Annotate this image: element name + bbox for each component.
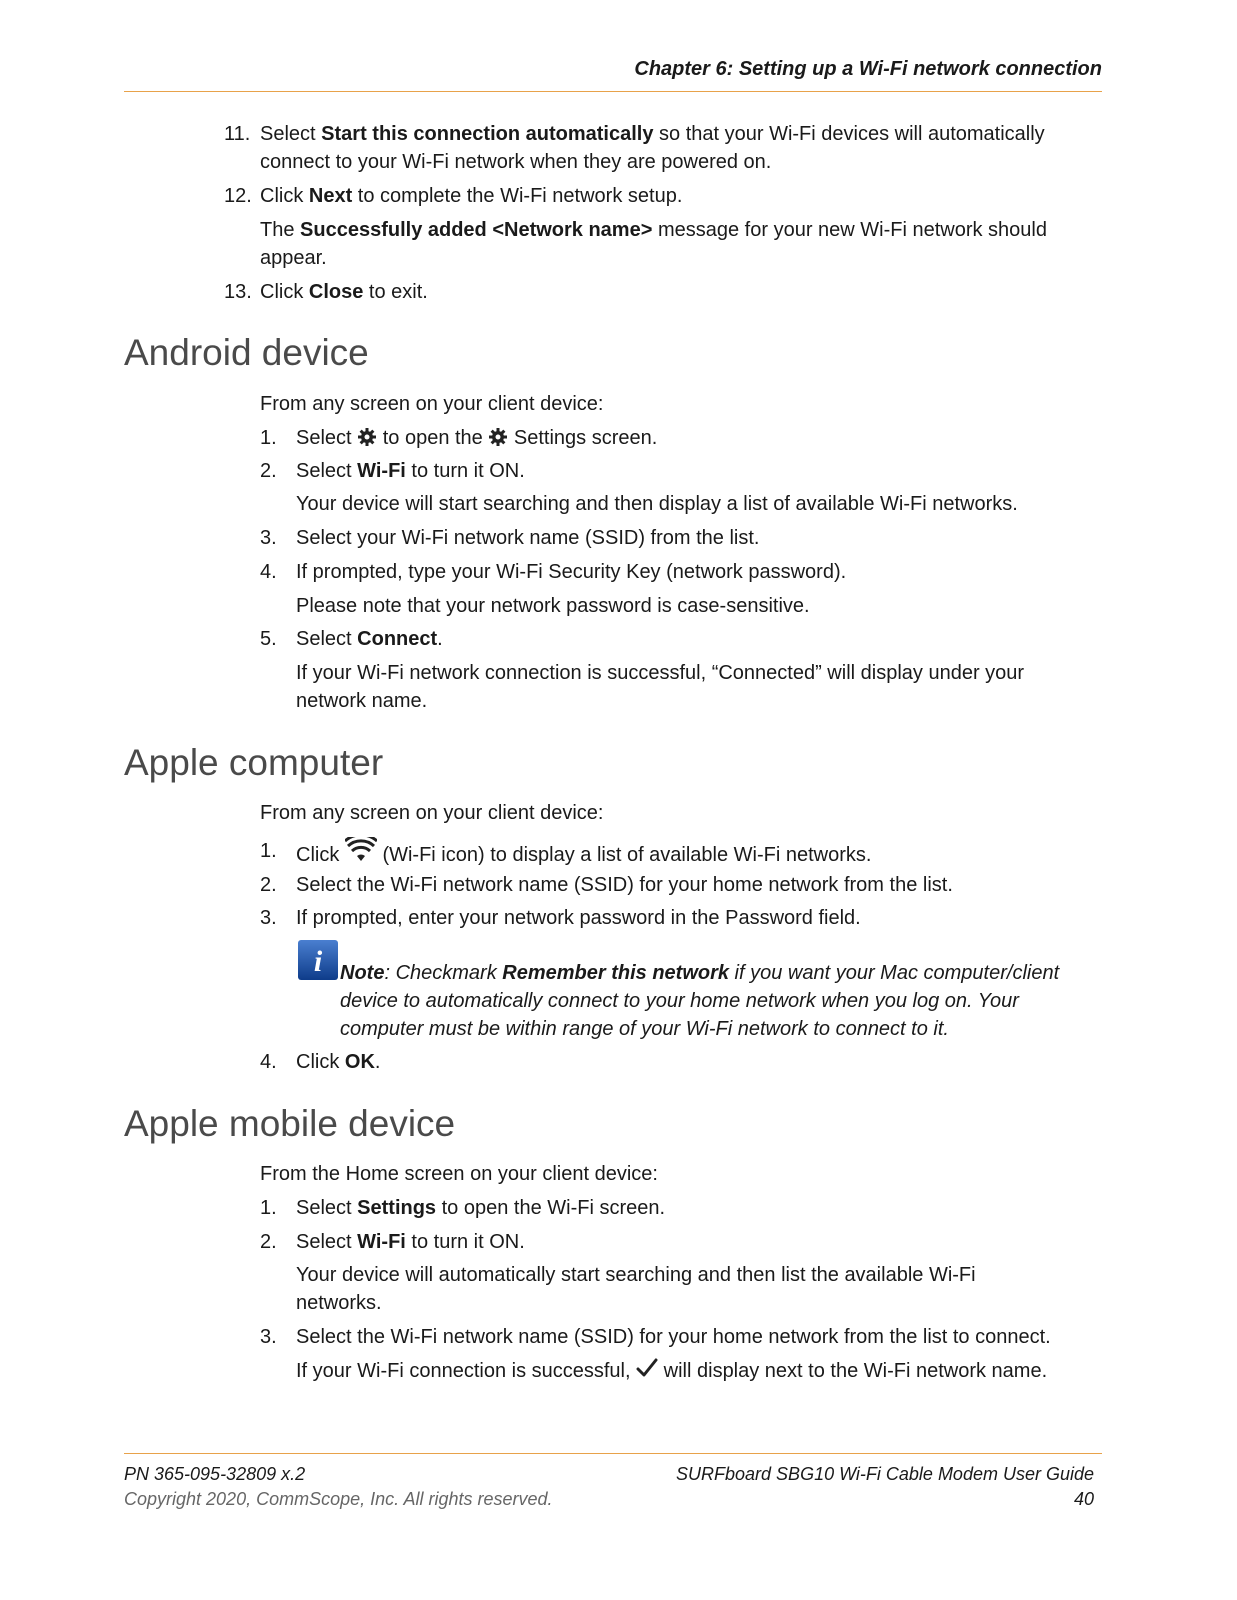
android-intro: From any screen on your client device: (260, 393, 604, 415)
footer-divider (124, 1453, 1102, 1454)
svg-text:i: i (313, 945, 323, 978)
apple-computer-step-4: Click OK. (296, 1051, 381, 1073)
step-number: 4. (260, 1051, 277, 1073)
step-number: 5. (260, 628, 277, 650)
android-step-2-note: Your device will start searching and then display a list of available Wi-Fi networks. (296, 493, 1018, 515)
apple-mobile-intro: From the Home screen on your client device: (260, 1163, 658, 1185)
step-12-note: The Successfully added <Network name> message for your new Wi-Fi network should (260, 219, 1047, 241)
footer-guide-title: SURFboard SBG10 Wi-Fi Cable Modem User Guide (676, 1464, 1094, 1484)
android-step-4: If prompted, type your Wi-Fi Security Key (network password). (296, 561, 847, 583)
step-number: 3. (260, 527, 277, 549)
footer-part-number: PN 365-095-32809 x.2 (124, 1464, 306, 1484)
note-line-3: computer must be within range of your Wi-Fi network to connect to it. (340, 1018, 949, 1040)
step-number: 1. (260, 427, 277, 449)
step-number: 12. (224, 185, 252, 207)
step-11-text: Select Start this connection automatically so that your Wi-Fi devices will automatically (260, 123, 1045, 145)
section-heading-android: Android device (124, 332, 369, 373)
note-line-2: device to automatically connect to your home network when you log on. Your (340, 990, 1019, 1012)
info-icon (298, 940, 338, 980)
step-number: 11. (224, 123, 251, 145)
android-step-1: Select to open the Settings screen. (296, 427, 658, 449)
page-header: Chapter 6: Setting up a Wi-Fi network connection (124, 58, 1102, 92)
step-number: 3. (260, 907, 277, 929)
apple-computer-step-1: Click (Wi-Fi icon) to display a list of available Wi-Fi networks. (296, 837, 871, 869)
step-11-continued: connect to your Wi-Fi network when they are powered on. (260, 151, 772, 173)
apple-mobile-step-2: Select Wi-Fi to turn it ON. (296, 1231, 525, 1253)
step-number: 3. (260, 1326, 277, 1348)
step-number: 2. (260, 1231, 277, 1253)
apple-computer-intro: From any screen on your client device: (260, 802, 604, 824)
note-line-1: Note: Checkmark Remember this network if you want your Mac computer/client (340, 962, 1060, 984)
step-12-text: Click Next to complete the Wi-Fi network setup. (260, 185, 683, 207)
footer-copyright: Copyright 2020, CommScope, Inc. All rights reserved. (124, 1489, 553, 1509)
apple-computer-step-2: Select the Wi-Fi network name (SSID) for your home network from the list. (296, 874, 953, 896)
apple-mobile-step-3-note: If your Wi-Fi connection is successful, will display next to the Wi-Fi network name. (296, 1357, 1047, 1385)
step-number: 4. (260, 561, 277, 583)
step-number: 2. (260, 460, 277, 482)
wifi-icon (345, 837, 377, 863)
android-step-5: Select Connect. (296, 628, 443, 650)
section-heading-apple-computer: Apple computer (124, 742, 384, 783)
step-number: 1. (260, 840, 277, 862)
android-step-2: Select Wi-Fi to turn it ON. (296, 460, 525, 482)
apple-mobile-step-2-note: Your device will automatically start searching and then list the available Wi-Fi (296, 1264, 976, 1286)
android-step-4-note: Please note that your network password is case-sensitive. (296, 595, 810, 617)
step-number: 1. (260, 1197, 277, 1219)
apple-mobile-step-2-note-continued: networks. (296, 1292, 382, 1314)
step-12-note-continued: appear. (260, 247, 327, 269)
android-step-5-note: If your Wi-Fi network connection is successful, “Connected” will display under your (296, 662, 1025, 684)
android-step-5-note-continued: network name. (296, 690, 428, 712)
footer-page-number: 40 (1073, 1489, 1094, 1509)
apple-computer-step-3: If prompted, enter your network password in the Password field. (296, 907, 861, 929)
gear-icon (357, 427, 377, 447)
apple-mobile-step-3: Select the Wi-Fi network name (SSID) for your home network from the list to connect. (296, 1326, 1051, 1348)
apple-mobile-step-1: Select Settings to open the Wi-Fi screen. (296, 1197, 666, 1219)
gear-icon (488, 427, 508, 447)
step-13-text: Click Close to exit. (260, 281, 428, 303)
step-number: 2. (260, 874, 277, 896)
step-number: 13. (224, 281, 252, 303)
checkmark-icon (636, 1357, 658, 1379)
section-heading-apple-mobile: Apple mobile device (124, 1103, 456, 1144)
android-step-3: Select your Wi-Fi network name (SSID) from the list. (296, 527, 760, 549)
